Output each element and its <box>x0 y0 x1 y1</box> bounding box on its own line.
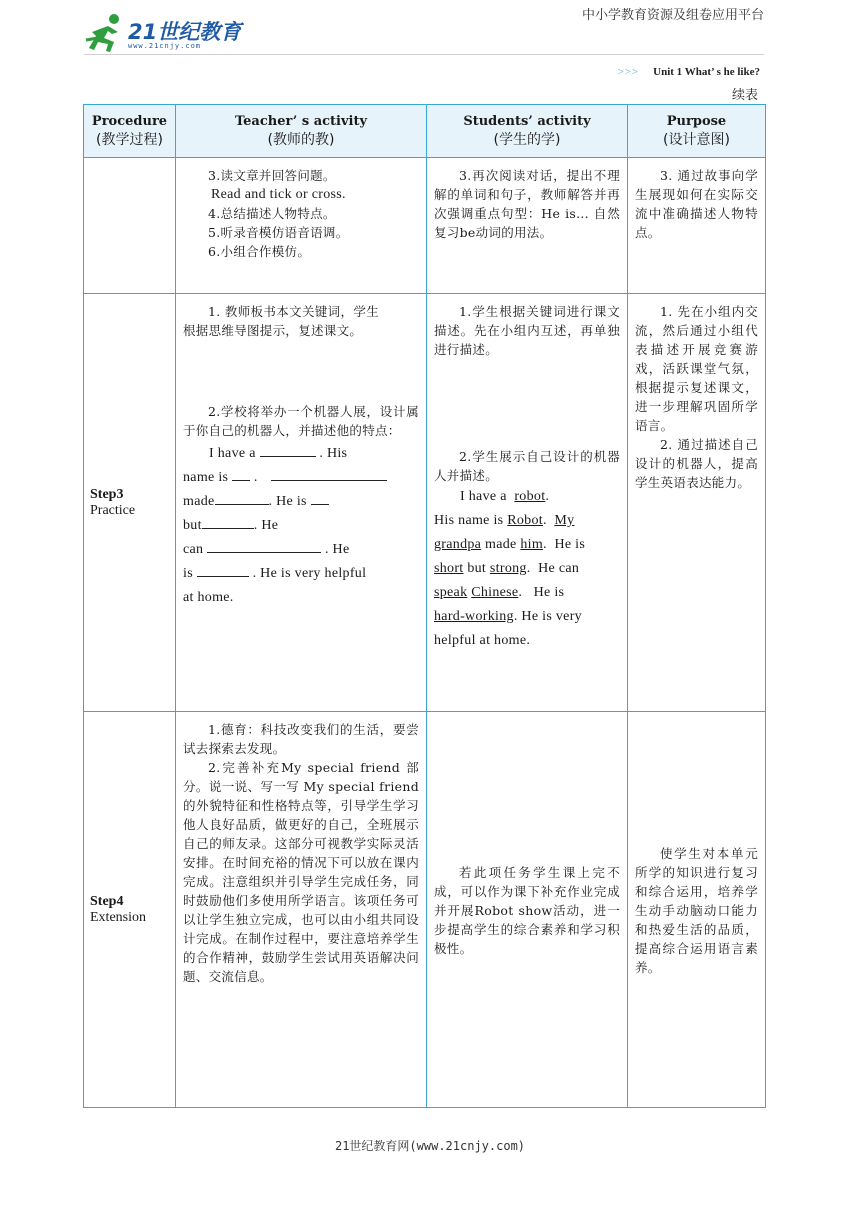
students-en: Students’ activity <box>463 114 591 129</box>
brand-url: www.21cnjy.com <box>128 42 202 50</box>
teacher-text-1: 1.德育：科技改变我们的生活，要尝试去探索去发现。 <box>183 722 419 756</box>
unit-heading <box>618 66 760 78</box>
teacher-line: 3.读文章并回答问题。 <box>208 168 336 183</box>
platform-title: 中小学教育资源及组卷应用平台 <box>581 8 764 23</box>
lesson-plan-table <box>83 104 766 1108</box>
teacher-en: Teacher’ s activity <box>234 114 368 129</box>
teacher-text-2: 2.完善补充My special friend 部分。说一说、写一写 My special friend的外貌特征和性格特点等，引导学生学习他人良好品质，做更好的自己，全班展示自己的师友录。这部分可视教学实际灵活安排。在时间充裕的情况下可以放在课内完成。注意组织并引导学生完成任务，同时鼓励他们多使用所学语言。该项任务可以让学生独立完成，也可以由小组共同设计完成。在制作过程中，要注意培养学生的合作精神，鼓励学生尝试用英语解决问题、交流信息。 <box>183 760 419 984</box>
students-text-2: 2.学生展示自己设计的机器人并描述。 <box>434 449 620 483</box>
teacher-line: 5.听录音模仿语音语调。 <box>208 225 349 240</box>
teacher-text-2: 2.学校将举办一个机器人展，设计属于你自己的机器人，并描述他的特点： <box>183 404 419 438</box>
table-row-step3 <box>84 294 766 712</box>
students-cell <box>427 712 628 1108</box>
procedure-step4 <box>84 712 176 1108</box>
table-row <box>84 158 766 294</box>
students-cell <box>427 294 628 712</box>
procedure-zh: (教学过程) <box>96 132 163 148</box>
students-cell <box>427 158 628 294</box>
header-teacher <box>176 105 427 158</box>
purpose-en: Purpose <box>666 114 727 129</box>
teacher-zh: (教师的教) <box>267 132 335 148</box>
robot-example: I have a robot. His name is Robot. My grandpa made him. He is short but strong. He can speak Chinese. He is hard-working. He is very helpful at home. <box>434 489 586 648</box>
purpose-zh: (设计意图) <box>663 132 730 148</box>
teacher-cell <box>176 294 427 712</box>
page-footer: 21世纪教育网(www.21cnjy.com) <box>334 1139 526 1153</box>
table-row-step4 <box>84 712 766 1108</box>
purpose-text: 3. 通过故事向学生展现如何在实际交流中准确描述人物特点。 <box>635 168 758 240</box>
teacher-line: 4.总结描述人物特点。 <box>208 206 336 221</box>
procedure-step3 <box>84 294 176 712</box>
purpose-text-2: 2. 通过描述自己设计的机器人，提高学生英语表达能力。 <box>635 437 758 490</box>
fill-blank-exercise: I have a . His name is . made . He is but . He can . He is . He is very helpful at home. <box>183 442 419 610</box>
step-name: Step4 <box>90 893 124 909</box>
header-students <box>427 105 628 158</box>
purpose-cell <box>628 294 766 712</box>
purpose-text: 使学生对本单元所学的知识进行复习和综合运用，培养学生动手动脑动口能力和热爱生活的品质，提高综合运用语言素养。 <box>635 846 758 975</box>
teacher-line: 6.小组合作模仿。 <box>208 244 311 259</box>
step-name: Step3 <box>90 486 124 502</box>
teacher-text-1: 1. 教师板书本文关键词，学生根据思维导图提示，复述课文。 <box>183 304 379 338</box>
brand-name: 21世纪教育 <box>128 20 242 44</box>
purpose-text-1: 1. 先在小组内交流，然后通过小组代表描述开展竞赛游戏，活跃课堂气氛，根据提示复述课文，进一步理解巩固所学语言。 <box>635 304 758 433</box>
students-zh: (学生的学) <box>493 132 561 148</box>
purpose-cell <box>628 158 766 294</box>
continued-label: 续表 <box>731 88 758 103</box>
site-logo <box>84 12 254 54</box>
teacher-cell <box>176 158 427 294</box>
table-header-row <box>84 105 766 158</box>
step-en: Practice <box>90 502 136 518</box>
students-text: 若此项任务学生课上完不成，可以作为课下补充作业完成并开展Robot show活动，进一步提高学生的综合素养和学习积极性。 <box>434 865 620 956</box>
teacher-cell <box>176 712 427 1108</box>
students-text: 3.再次阅读对话，提出不理解的单词和句子，教师解答并再次强调重点句型：He is... 自然复习be动词的用法。 <box>434 168 620 240</box>
step-en: Extension <box>90 909 146 925</box>
runner-logo-icon <box>84 12 128 54</box>
teacher-line: Read and tick or cross. <box>211 187 346 202</box>
students-text-1: 1.学生根据关键词进行课文描述。先在小组内互述，再单独进行描述。 <box>434 304 620 357</box>
header-purpose <box>628 105 766 158</box>
procedure-en: Procedure <box>91 114 168 129</box>
purpose-cell <box>628 712 766 1108</box>
procedure-cell-empty <box>84 158 176 294</box>
header-procedure <box>84 105 176 158</box>
unit-title: Unit 1 What’ s he like? <box>653 66 760 78</box>
unit-arrows: >>> <box>617 66 640 78</box>
header-divider <box>84 54 764 55</box>
